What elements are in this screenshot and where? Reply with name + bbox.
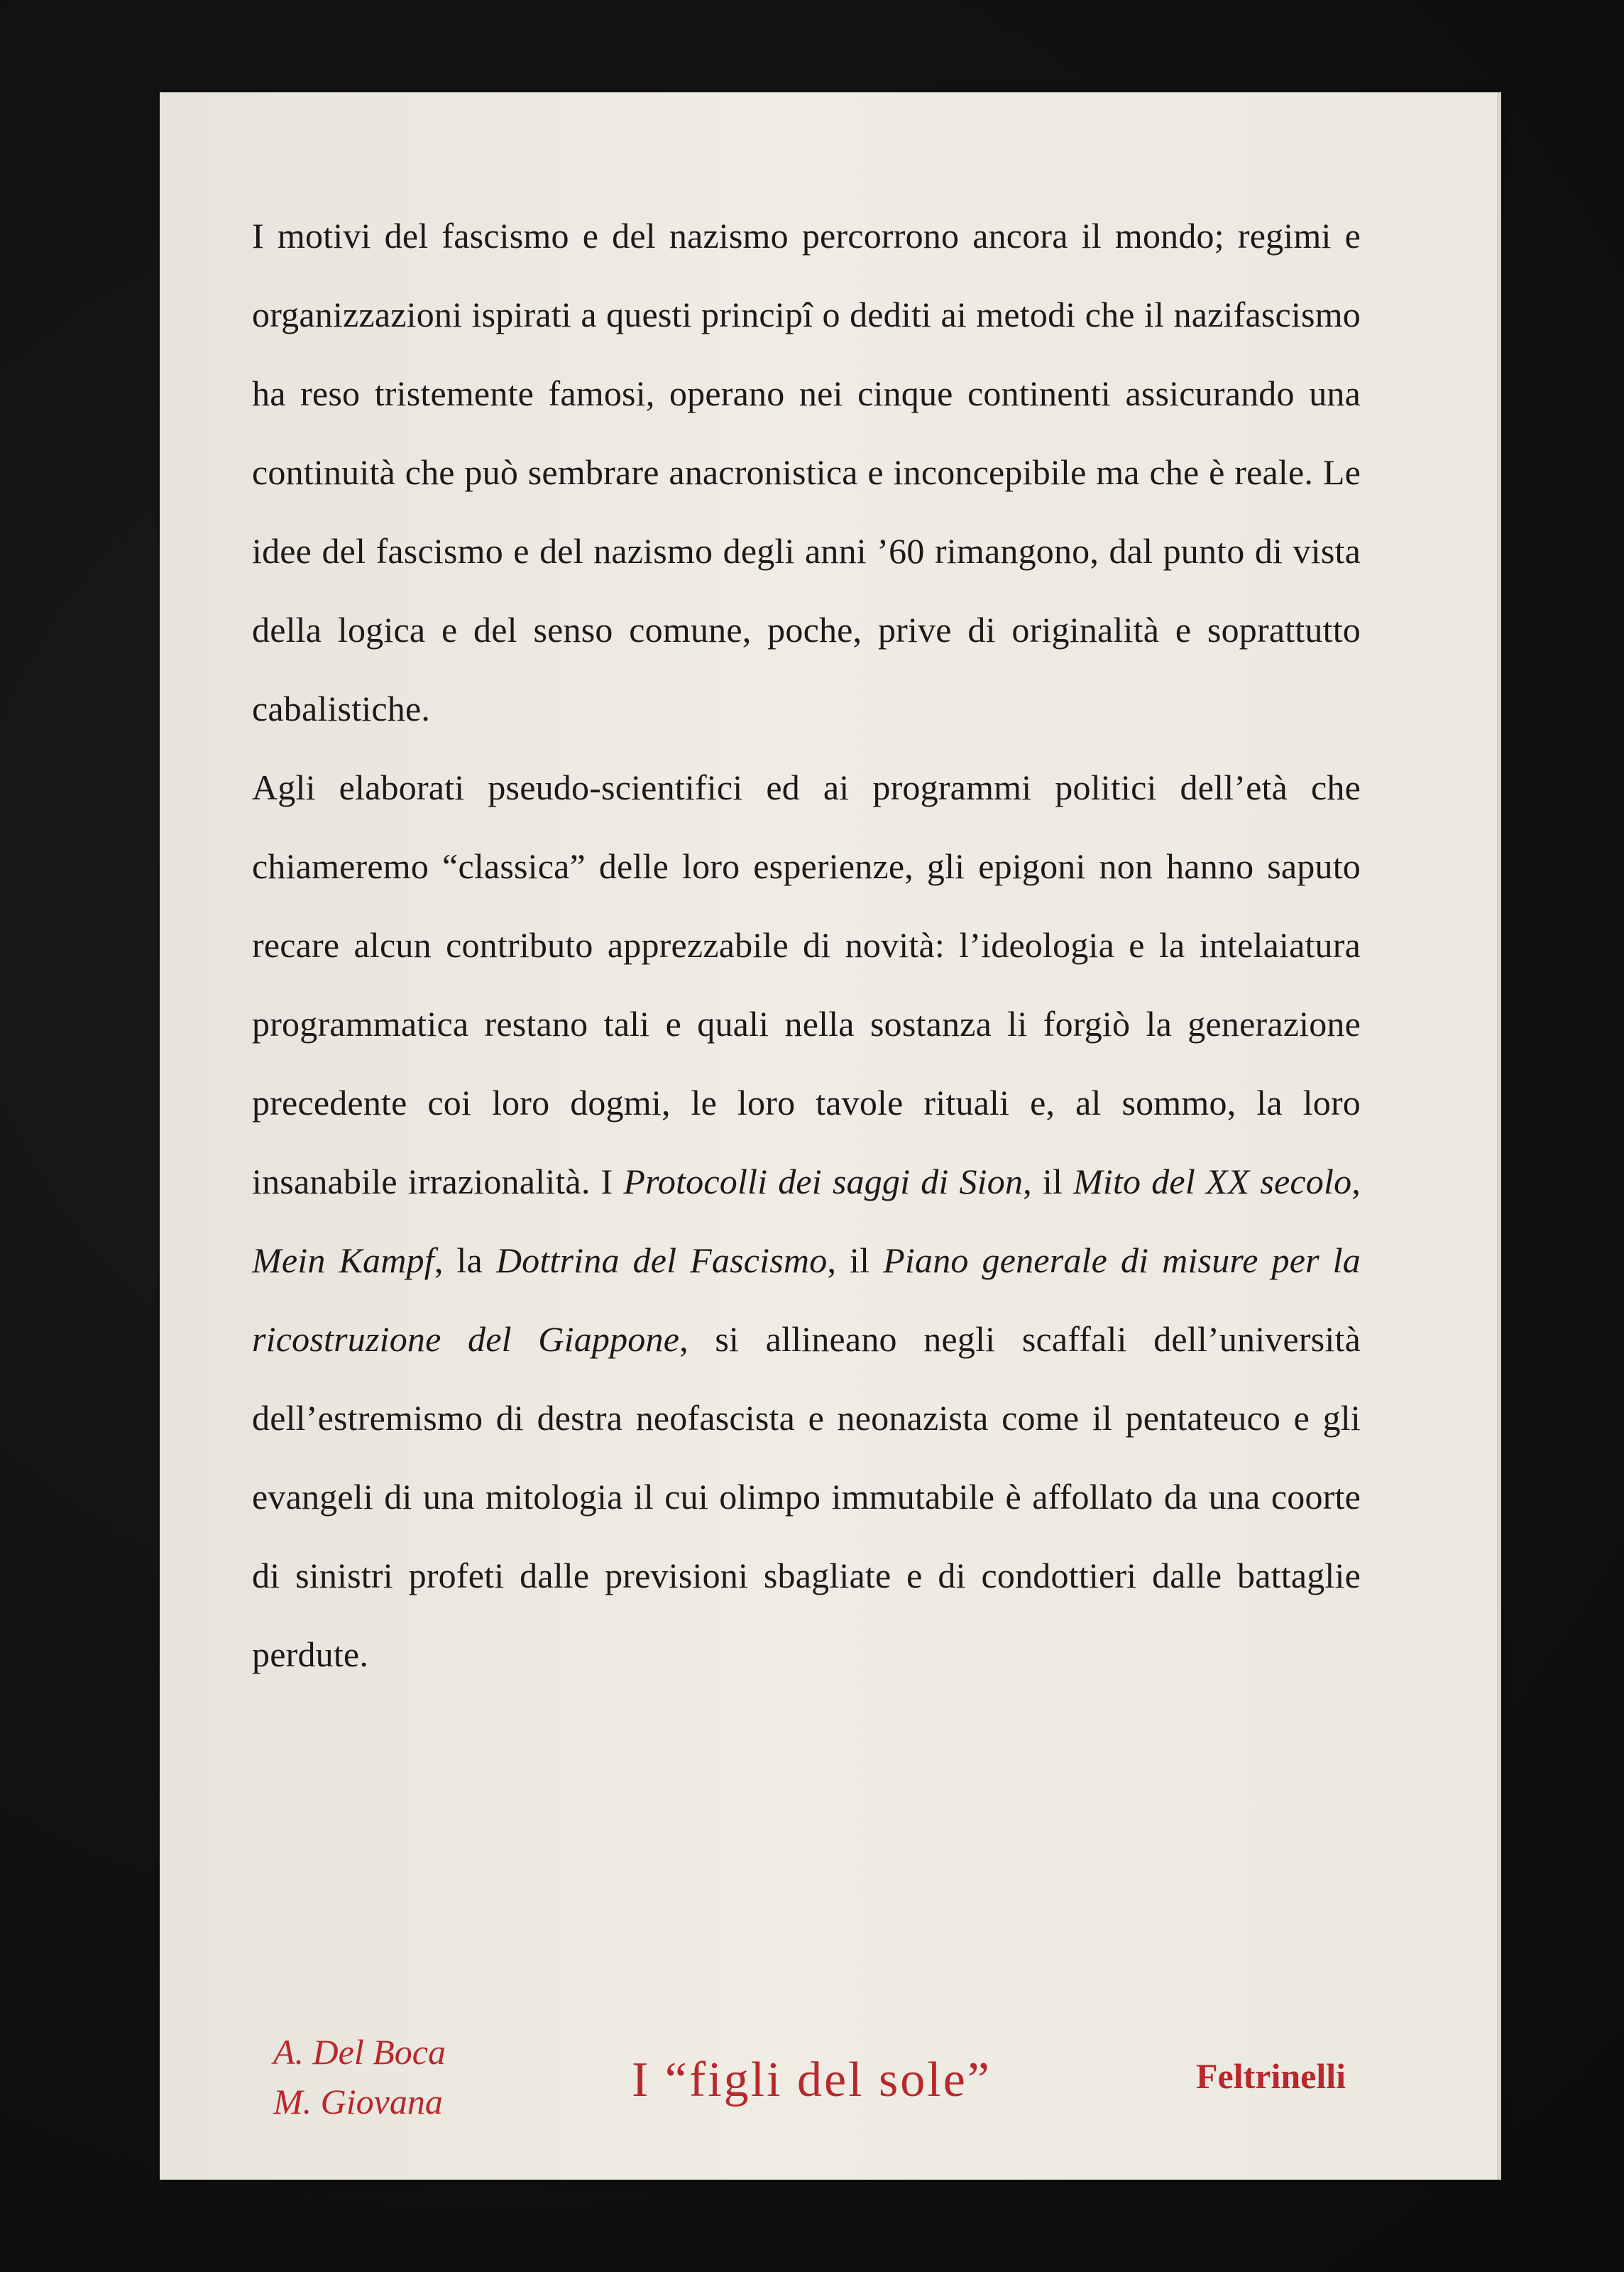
book-back-cover bbox=[160, 92, 1501, 2180]
blurb-text-segment: , si allineano negli scaffali dell’università dell’estremismo di destra neofascista e neonazista come il pentateuco e gli evangeli di una mitologia il cui olimpo immutabile è affollato da una coorte di sinistri profeti dalle previsioni sbagliate e di condottieri dalle battaglie perdute. bbox=[252, 1319, 1361, 1674]
cover-footer bbox=[160, 2027, 1497, 2134]
authors bbox=[273, 2027, 446, 2126]
work-title-dottrina: Dottrina del Fascismo bbox=[495, 1240, 828, 1280]
work-title-protocolli: Protocolli dei saggi di Sion bbox=[623, 1162, 1024, 1201]
work-title-mein-kampf: Mein Kampf bbox=[252, 1240, 434, 1280]
author-name: M. Giovana bbox=[273, 2082, 443, 2121]
blurb-text-segment: , il bbox=[827, 1240, 884, 1280]
publisher-name: Feltrinelli bbox=[1196, 2056, 1346, 2096]
blurb-text-segment: Agli elaborati pseudo-scientifici ed ai programmi politici dell’età che chiameremo “classica” delle loro esperienze, gli epigoni non hanno saputo recare alcun contributo apprezzabile di novità: l’ideologia e la intelaiatura programmatica restano tali e quali nella sostanza li forgiò la generazione precedente coi loro dogmi, le loro tavole rituali e, al sommo, la loro insanabile irrazionalità. I bbox=[252, 768, 1361, 1201]
blurb-text-segment: , il bbox=[1023, 1162, 1074, 1201]
work-title-piano: Piano generale di misure per la ricostruzione del Giappone bbox=[252, 1240, 1361, 1359]
blurb-paragraph-2 bbox=[252, 748, 1361, 1694]
work-title-mito: Mito del XX secolo bbox=[1073, 1162, 1352, 1201]
blurb-text-segment: , la bbox=[434, 1240, 496, 1280]
blurb-text bbox=[252, 197, 1361, 1694]
author-name: A. Del Boca bbox=[273, 2032, 446, 2072]
blurb-paragraph-1: I motivi del fascismo e del nazismo percorrono ancora il mondo; regimi e organizzazioni ispirati a questi principî o dediti ai metodi che il nazifascismo ha reso tristemente famosi, operano nei cinque continenti assicurando una continuità che può sembrare anacronistica e inconcepibile ma che è reale. Le idee del fascismo e del nazismo degli anni ’60 rimangono, dal punto di vista della logica e del senso comune, poche, prive di originalità e soprattutto cabalistiche. bbox=[252, 216, 1361, 728]
blurb-text-segment: , bbox=[1351, 1162, 1361, 1201]
book-title: I “figli del sole” bbox=[632, 2053, 992, 2107]
